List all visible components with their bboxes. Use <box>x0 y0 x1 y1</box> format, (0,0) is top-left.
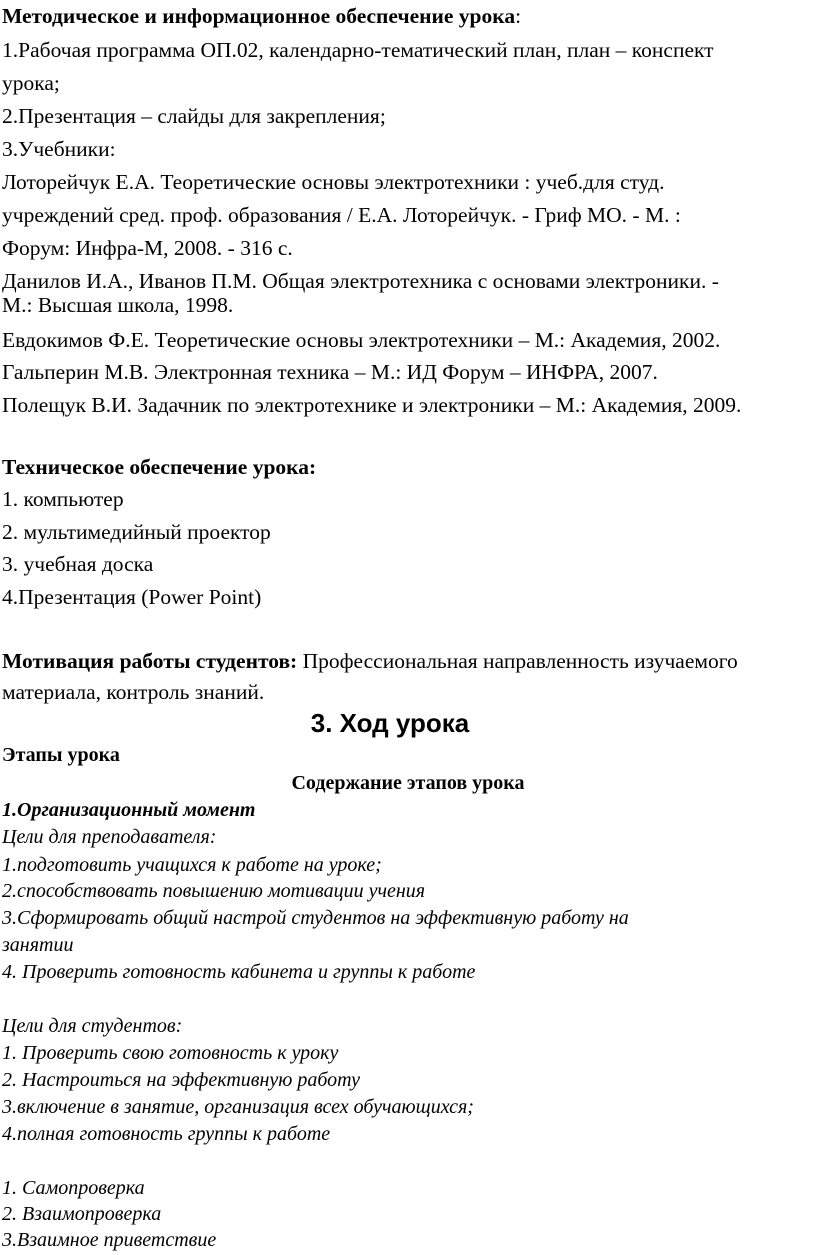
technical-item: 4.Презентация (Power Point) <box>2 585 262 609</box>
motivation-line <box>2 651 738 673</box>
teacher-goals-label: Цели для преподавателя: <box>2 826 217 848</box>
content-label: Содержание этапов урока <box>291 772 525 794</box>
student-goals-label: Цели для студентов: <box>2 1015 183 1037</box>
motivation-text-continued: материала, контроль знаний. <box>2 680 265 704</box>
method-line: 3.Учебники: <box>2 137 116 161</box>
method-line: учреждений сред. проф. образования / Е.А. Лоторейчук. - Гриф МО. - М. : <box>2 203 681 227</box>
technical-heading: Техническое обеспечение урока: <box>2 455 317 479</box>
technical-item: 1. компьютер <box>2 487 124 511</box>
teacher-goal: 2.способствовать повышению мотивации учения <box>2 880 426 902</box>
check-item: 3.Взаимное приветствие <box>2 1229 217 1251</box>
student-goal: 1. Проверить свою готовность к уроку <box>2 1042 339 1064</box>
method-line: Гальперин М.В. Электронная техника – М.: ИД Форум – ИНФРА, 2007. <box>2 360 658 384</box>
student-goal: 4.полная готовность группы к работе <box>2 1123 331 1145</box>
teacher-goal: 1.подготовить учащихся к работе на уроке; <box>2 854 382 876</box>
student-goal: 3.включение в занятие, организация всех обучающихся; <box>2 1096 474 1118</box>
method-line: урока; <box>2 71 60 95</box>
technical-item: 3. учебная доска <box>2 552 154 576</box>
method-heading: Методическое и информационное обеспечение урока <box>2 4 516 28</box>
teacher-goal: занятии <box>2 934 74 956</box>
section-title: 1.Организационный момент <box>2 799 256 821</box>
motivation-text: Профессиональная направленность изучаемого <box>297 649 738 673</box>
method-line: Форум: Инфра-М, 2008. - 316 с. <box>2 236 293 260</box>
check-item: 1. Самопроверка <box>2 1177 145 1199</box>
method-line: 1.Рабочая программа ОП.02, календарно-тематический план, план – конспект <box>2 38 714 62</box>
stages-label: Этапы урока <box>2 744 120 766</box>
method-line: Полещук В.И. Задачник по электротехнике и электроники – М.: Академия, 2009. <box>2 393 742 417</box>
method-heading-colon: : <box>515 4 522 28</box>
method-line: М.: Высшая школа, 1998. <box>2 293 234 317</box>
method-line: Евдокимов Ф.Е. Теоретические основы электротехники – М.: Академия, 2002. <box>2 328 721 352</box>
student-goal: 2. Настроиться на эффективную работу <box>2 1069 360 1091</box>
method-line: Данилов И.А., Иванов П.М. Общая электротехника с основами электроники. - <box>2 269 719 293</box>
method-heading-line <box>2 6 521 28</box>
method-line: 2.Презентация – слайды для закрепления; <box>2 104 386 128</box>
check-item: 2. Взаимопроверка <box>2 1203 162 1225</box>
lesson-title: 3. Ход урока <box>310 708 470 738</box>
technical-item: 2. мультимедийный проектор <box>2 520 271 544</box>
motivation-label: Мотивация работы студентов: <box>2 649 298 673</box>
method-line: Лоторейчук Е.А. Теоретические основы электротехники : учеб.для студ. <box>2 170 665 194</box>
teacher-goal: 4. Проверить готовность кабинета и группы к работе <box>2 961 476 983</box>
teacher-goal: 3.Сформировать общий настрой студентов на эффективную работу на <box>2 907 629 929</box>
